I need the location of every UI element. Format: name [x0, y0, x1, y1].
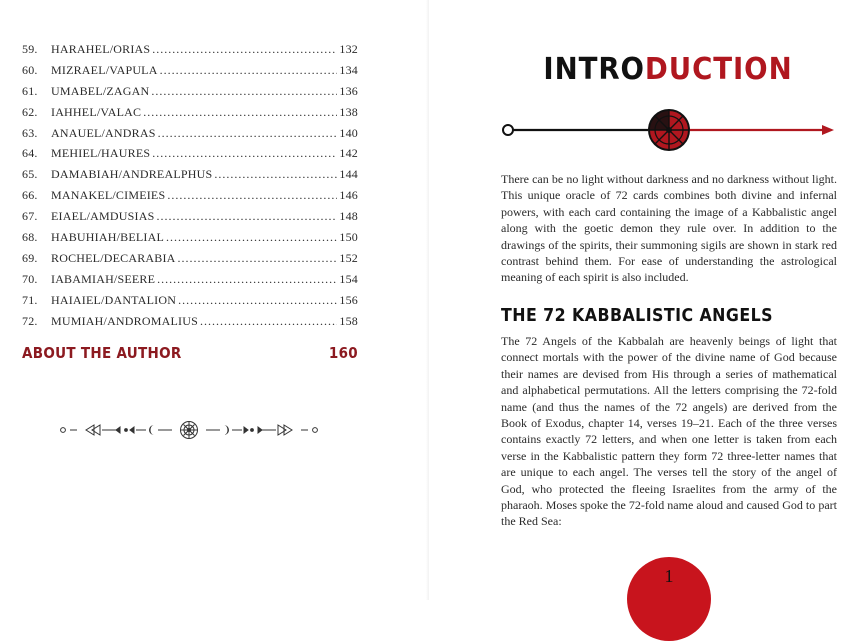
- toc-title: IABAMIAH/SEERE: [51, 271, 156, 286]
- left-page: [0, 0, 429, 600]
- toc-number: 68.: [22, 230, 38, 245]
- toc-leader-dots: [143, 105, 337, 120]
- about-the-author-entry[interactable]: [22, 344, 358, 362]
- compass-wheel-arrow-icon: [500, 108, 836, 152]
- toc-page-number: 142: [339, 146, 358, 161]
- toc-leader-dots: [156, 209, 337, 224]
- toc-page-number: 138: [339, 104, 358, 119]
- toc-number: 63.: [22, 125, 38, 140]
- toc-number: 69.: [22, 250, 38, 265]
- toc-page-number: 132: [339, 42, 358, 56]
- toc-number: 71.: [22, 292, 38, 307]
- toc-leader-dots: [152, 146, 337, 161]
- toc-number: 60.: [22, 62, 38, 77]
- toc-leader-dots: [214, 167, 337, 182]
- toc-title: UMABEL/ZAGAN: [51, 83, 150, 98]
- toc-title: MANAKEL/CIMEIES: [51, 188, 166, 203]
- toc-leader-dots: [157, 272, 337, 287]
- toc-entry[interactable]: [22, 272, 358, 293]
- toc-page-number: 136: [339, 83, 358, 98]
- toc-leader-dots: [200, 314, 337, 329]
- toc-leader-dots: [158, 126, 338, 141]
- toc-entry[interactable]: [22, 63, 358, 84]
- toc-number: 66.: [22, 188, 38, 203]
- introduction-title: [514, 52, 821, 87]
- toc-entry[interactable]: [22, 146, 358, 167]
- toc-number: 59.: [22, 42, 38, 56]
- toc-entry[interactable]: [22, 105, 358, 126]
- toc-entry[interactable]: [22, 126, 358, 147]
- title-red-part: DUCTION: [644, 52, 793, 87]
- toc-page-number: 148: [339, 209, 358, 224]
- toc-entry[interactable]: [22, 209, 358, 230]
- toc-page-number: 146: [339, 188, 358, 203]
- toc-number: 61.: [22, 83, 38, 98]
- toc-leader-dots: [151, 84, 337, 99]
- toc-page-number: 134: [339, 62, 358, 77]
- toc-title: HABUHIAH/BELIAL: [51, 230, 164, 245]
- toc-leader-dots: [166, 230, 337, 245]
- toc-title: EIAEL/AMDUSIAS: [51, 209, 155, 224]
- toc-title: ANAUEL/ANDRAS: [51, 125, 156, 140]
- toc-entry[interactable]: [22, 84, 358, 105]
- toc-page-number: 150: [339, 230, 358, 245]
- title-black-part: INTRO: [543, 52, 645, 87]
- toc-page-number: 156: [339, 292, 358, 307]
- toc-leader-dots: [152, 42, 337, 57]
- toc-page-number: 158: [339, 313, 358, 328]
- toc-leader-dots: [160, 63, 338, 78]
- about-page: 160: [328, 344, 358, 362]
- toc-number: 70.: [22, 271, 38, 286]
- toc-number: 67.: [22, 209, 38, 224]
- toc-entry[interactable]: [22, 230, 358, 251]
- toc-title: IAHHEL/VALAC: [51, 104, 142, 119]
- toc-page-number: 152: [339, 250, 358, 265]
- toc-title: ROCHEL/DECARABIA: [51, 250, 176, 265]
- toc-entry[interactable]: [22, 314, 358, 335]
- about-label: ABOUT THE AUTHOR: [22, 344, 182, 362]
- table-of-contents: [22, 42, 358, 334]
- angels-paragraph: The 72 Angels of the Kabbalah are heavenly beings of light that connect mortals with the power of the divine name of God because their names are devised from His through a series of mathematical and alphabetical permutations. All the letters comprising the 72-fold name (and thus the names of the 72 angels) are derived from the Book of Exodus, chapter 14, verses 19–21. Each of the three verses contains exactly 72 letters, and when one letter is taken from each verse in the Kabbalistic pattern they form 72 three-letter names that are unique to each angel. The verses tell the story of the angel of God, who protected the fleeing Israelites from the army of the pharaoh. Moses spoke the 72-fold name aloud and caused God to part the Red Sea:: [501, 334, 837, 529]
- toc-page-number: 144: [339, 167, 358, 182]
- section-heading: THE 72 KABBALISTIC ANGELS: [501, 305, 773, 326]
- toc-entry[interactable]: [22, 251, 358, 272]
- toc-title: MIZRAEL/VAPULA: [51, 62, 158, 77]
- toc-title: DAMABIAH/ANDREALPHUS: [51, 167, 213, 182]
- toc-entry[interactable]: [22, 42, 358, 63]
- toc-entry[interactable]: [22, 167, 358, 188]
- toc-title: MUMIAH/ANDROMALIUS: [51, 313, 198, 328]
- toc-number: 65.: [22, 167, 38, 182]
- toc-title: HAIAIEL/DANTALION: [51, 292, 177, 307]
- toc-page-number: 154: [339, 271, 358, 286]
- toc-leader-dots: [178, 251, 338, 266]
- toc-entry[interactable]: [22, 293, 358, 314]
- toc-title: MEHIEL/HAURES: [51, 146, 151, 161]
- page-number: 1: [664, 566, 674, 586]
- toc-leader-dots: [167, 188, 337, 203]
- ornament-divider-icon: [58, 420, 320, 440]
- toc-entry[interactable]: [22, 188, 358, 209]
- toc-number: 62.: [22, 104, 38, 119]
- toc-number: 72.: [22, 313, 38, 328]
- toc-leader-dots: [178, 293, 337, 308]
- toc-page-number: 140: [339, 125, 358, 140]
- intro-paragraph: There can be no light without darkness and no darkness without light. This unique oracle of 72 cards combines both divine and infernal powers, with each card containing the image of a Kabbalistic angel along with the goetic demon they rule over. In addition to the drawings of the spirits, their summoning sigils are shown in stark red contrast behind them. For ease of understanding the astrological meaning of each spirit is also included.: [501, 172, 837, 285]
- toc-title: HARAHEL/ORIAS: [51, 42, 151, 56]
- toc-number: 64.: [22, 146, 38, 161]
